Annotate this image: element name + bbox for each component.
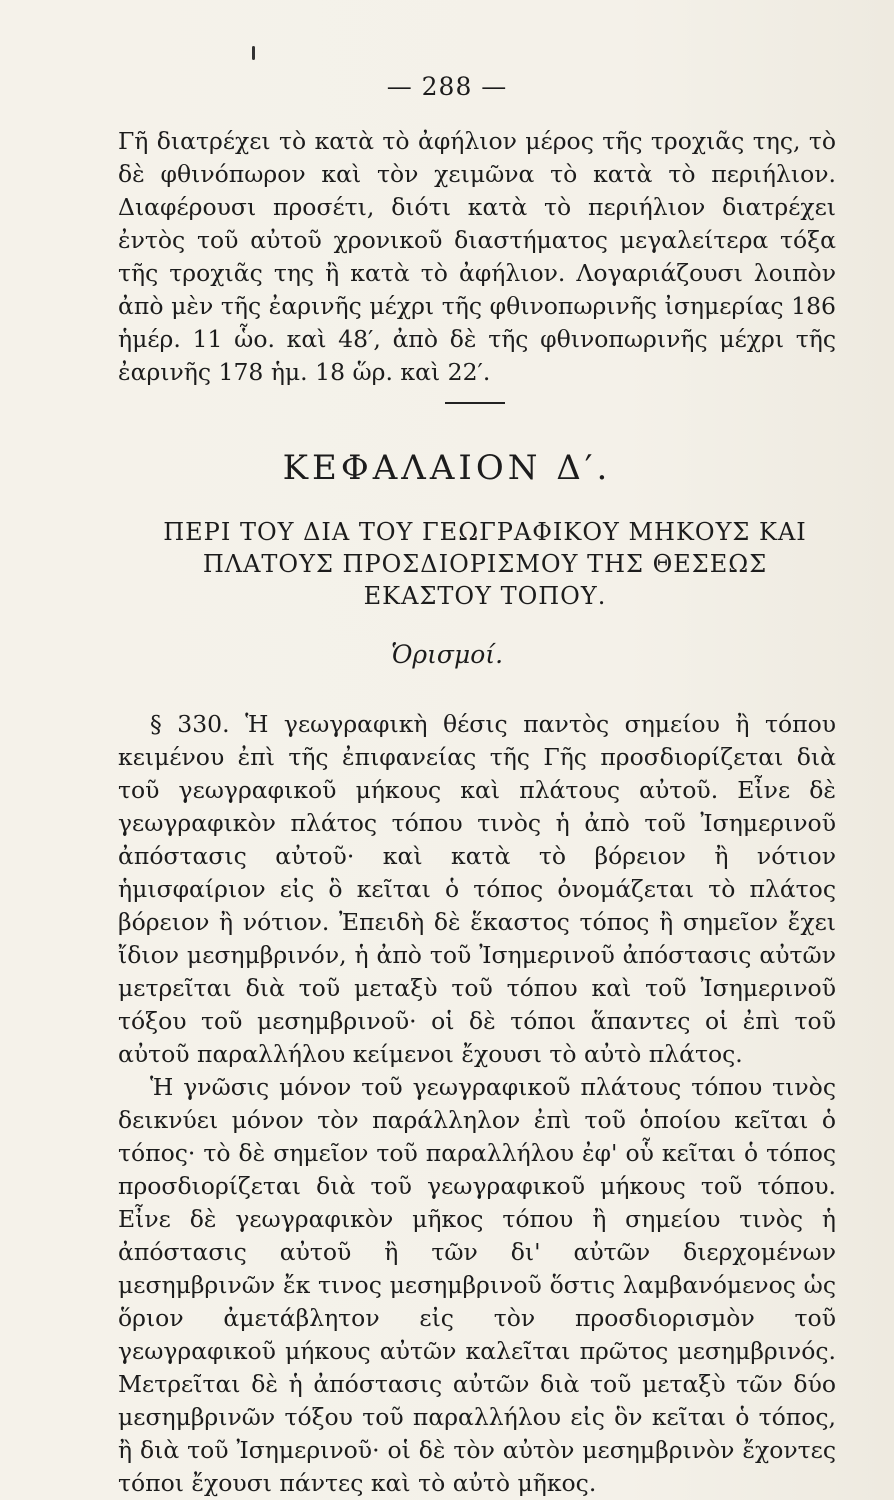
page-number: — 288 — <box>386 72 508 101</box>
chapter-title: ΚΕΦΑΛΑΙΟΝ Δ′. <box>282 448 612 488</box>
paragraph: Γῆ διατρέχει τὸ κατὰ τὸ ἀφήλιον μέρος τῆς τροχιᾶς της, τὸ δὲ φθινόπωρον καὶ τὸν χειμῶνα τὸ κατὰ τὸ περιήλιον. Διαφέρουσι προσέτι, διότι κατὰ τὸ περιήλιον διατρέχει ἐντὸς τοῦ αὐτοῦ χρονικοῦ διαστήματος μεγαλείτερα τόξα τῆς τροχιᾶς της ἢ κατὰ τὸ ἀφήλιον. Λογαριάζουσι λοιπὸν ἀπὸ μὲν τῆς ἐαρινῆς μέχρι τῆς φθινοπωρινῆς ἰσημερίας 186 ἡμέρ. 11 ὧο. καὶ 48′, ἀπὸ δὲ τῆς φθινοπωρινῆς μέχρι τῆς ἐαρινῆς 178 ἡμ. 18 ὥρ. καὶ 22′. <box>118 127 836 386</box>
ink-speck <box>252 46 255 60</box>
section-heading <box>140 516 830 612</box>
section-heading-line: ΕΚΑΣΤΟΥ ΤΟΠΟΥ. <box>363 582 607 610</box>
text-block-top <box>118 125 836 389</box>
section-heading-line: ΠΕΡΙ ΤΟΥ ΔΙΑ ΤΟΥ ΓΕΩΓΡΑΦΙΚΟΥ ΜΗΚΟΥΣ ΚΑΙ <box>163 518 807 546</box>
text-block-main <box>118 708 836 1500</box>
paragraph: Ἡ γνῶσις μόνον τοῦ γεωγραφικοῦ πλάτους τόπου τινὸς δεικνύει μόνον τὸν παράλληλον ἐπὶ τοῦ ὁποίου κεῖται ὁ τόπος· τὸ δὲ σημεῖον τοῦ παραλλήλου ἐφ' οὗ κεῖται ὁ τόπος προσδιορίζεται διὰ τοῦ γεωγραφικοῦ μήκους τοῦ τόπου. Εἶνε δὲ γεωγραφικὸν μῆκος τόπου ἢ σημείου τινὸς ἡ ἀπόστασις αὐτοῦ ἢ τῶν δι' αὐτῶν διερχομένων μεσημβρινῶν ἔκ τινος μεσημβρινοῦ ὅστις λαμβανόμενος ὡς ὅριον ἀμετάβλητον εἰς τὸν προσδιορισμὸν τοῦ γεωγραφικοῦ μήκους αὐτῶν καλεῖται πρῶτος μεσημβρινός. Μετρεῖται δὲ ἡ ἀπόστασις αὐτῶν διὰ τοῦ μεταξὺ τῶν δύο μεσημβρινῶν τόξου τοῦ παραλλήλου εἰς ὃν κεῖται ὁ τόπος, ἢ διὰ τοῦ Ἰσημερινοῦ· οἱ δὲ τὸν αὐτὸν μεσημβρινὸν ἔχοντες τόποι ἔχουσι πάντες καὶ τὸ αὐτὸ μῆκος. <box>118 1073 836 1497</box>
section-divider <box>445 402 505 404</box>
subtitle: Ὁρισμοί. <box>390 640 504 669</box>
section-heading-line: ΠΛΑΤΟΥΣ ΠΡΟΣΔΙΟΡΙΣΜΟΥ ΤΗΣ ΘΕΣΕΩΣ <box>202 550 768 578</box>
paragraph: § 330. Ἡ γεωγραφικὴ θέσις παντὸς σημείου ἢ τόπου κειμένου ἐπὶ τῆς ἐπιφανείας τῆς Γῆς προσδιορίζεται διὰ τοῦ γεωγραφικοῦ μήκους καὶ πλάτους αὐτοῦ. Εἶνε δὲ γεωγραφικὸν πλάτος τόπου τινὸς ἡ ἀπὸ τοῦ Ἰσημερινοῦ ἀπόστασις αὐτοῦ· καὶ κατὰ τὸ βόρειον ἢ νότιον ἡμισφαίριον εἰς ὃ κεῖται ὁ τόπος ὀνομάζεται τὸ πλάτος βόρειον ἢ νότιον. Ἐπειδὴ δὲ ἕκαστος τόπος ἢ σημεῖον ἔχει ἴδιον μεσημβρινόν, ἡ ἀπὸ τοῦ Ἰσημερινοῦ ἀπόστασις αὐτῶν μετρεῖται διὰ τοῦ μεταξὺ τοῦ τόπου καὶ τοῦ Ἰσημερινοῦ τόξου τοῦ μεσημβρινοῦ· οἱ δὲ τόποι ἅπαντες οἱ ἐπὶ τοῦ αὐτοῦ παραλλήλου κείμενοι ἔχουσι τὸ αὐτὸ πλάτος. <box>118 710 836 1068</box>
